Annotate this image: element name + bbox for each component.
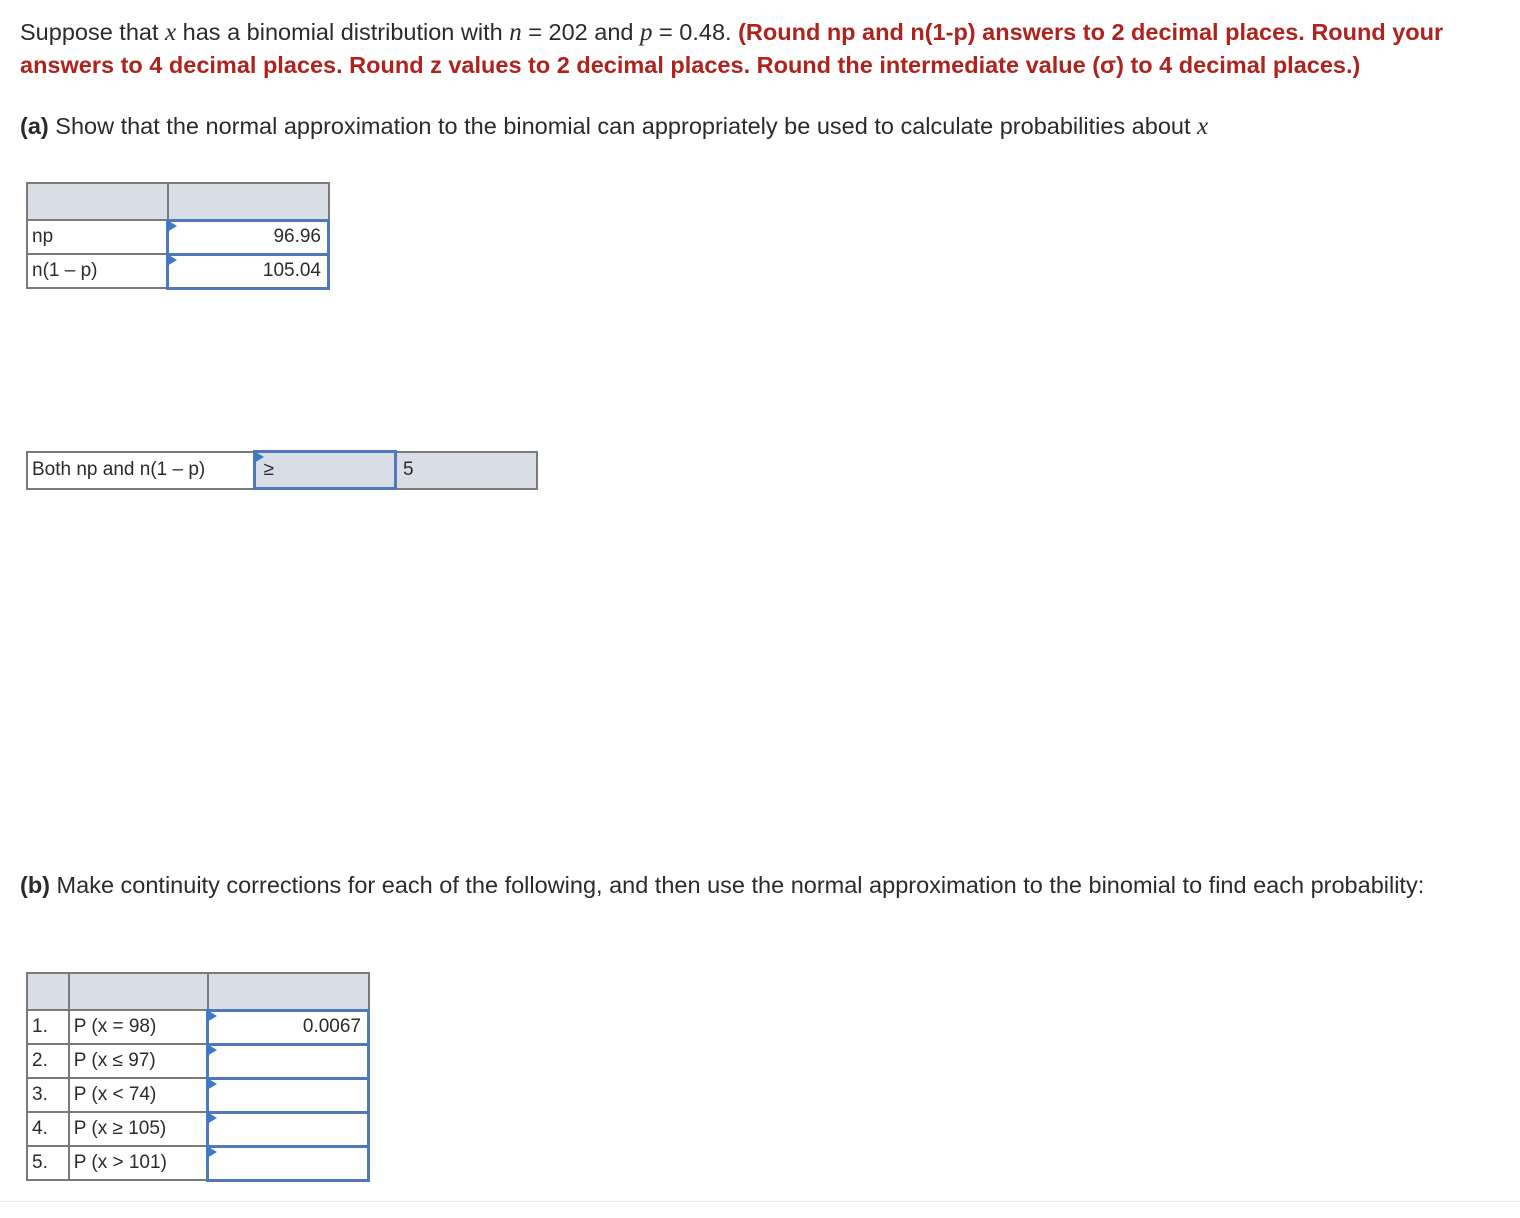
row-number: 3. <box>27 1078 69 1112</box>
bottom-divider <box>0 1201 1520 1202</box>
table-header-row <box>27 973 369 1010</box>
row-number: 5. <box>27 1146 69 1180</box>
table-row <box>27 1112 369 1146</box>
probability-answer-input[interactable] <box>208 1044 369 1078</box>
table-row <box>27 1078 369 1112</box>
row-number: 1. <box>27 1010 69 1044</box>
conclusion-label: Both np and n(1 – p) <box>27 452 254 489</box>
probability-expression: P (x > 101) <box>69 1146 208 1180</box>
conclusion-row <box>27 452 537 489</box>
part-b-table <box>26 972 370 1182</box>
part-a-conclusion-table <box>26 450 538 490</box>
table-header-row <box>27 183 329 220</box>
part-b-text: Make continuity corrections for each of the following, and then use the normal approximation to the binomial to find each probability: <box>50 872 1425 898</box>
table-row <box>27 1044 369 1078</box>
table-row <box>27 1010 369 1044</box>
probability-answer-value: 0.0067 <box>302 1016 361 1037</box>
header-cell <box>27 973 69 1010</box>
probability-expression: P (x ≥ 105) <box>69 1112 208 1146</box>
intro-text: Suppose that <box>20 19 166 45</box>
row-number: 2. <box>27 1044 69 1078</box>
probability-answer-input[interactable] <box>208 1078 369 1112</box>
answer-marker-icon <box>207 1010 217 1022</box>
rounding-instructions: (Round np and n(1-p) answers to 2 decimal places. Round your answers to 4 decimal places. Round z values to 2 decimal places. Round the intermediate value (σ) to 4 decimal places.) <box>20 19 1444 78</box>
answer-marker-icon <box>207 1078 217 1090</box>
part-a-table <box>26 182 330 290</box>
probability-expression: P (x ≤ 97) <box>69 1044 208 1078</box>
header-cell <box>27 183 168 220</box>
intro-text: has a binomial distribution with <box>176 19 510 45</box>
answer-marker-icon <box>207 1146 217 1158</box>
p-value: = 0.48. <box>652 19 739 45</box>
probability-expression: P (x = 98) <box>69 1010 208 1044</box>
part-b-question <box>20 870 1460 901</box>
variable-x: x <box>1197 113 1209 140</box>
row-label: n(1 – p) <box>27 254 168 288</box>
part-a-label: (a) <box>20 113 49 139</box>
conclusion-value: 5 <box>396 452 537 489</box>
header-cell <box>208 973 369 1010</box>
header-cell <box>69 973 208 1010</box>
part-b-label: (b) <box>20 872 51 898</box>
table-row <box>27 254 329 288</box>
n-value: = 202 and <box>521 19 640 45</box>
part-a-text: Show that the normal approximation to the binomial can appropriately be used to calculate probabilities about <box>48 113 1198 139</box>
np-answer-value: 96.96 <box>273 226 321 247</box>
part-a-question <box>20 110 1208 143</box>
table-row <box>27 220 329 254</box>
answer-marker-icon <box>167 254 177 266</box>
row-number: 4. <box>27 1112 69 1146</box>
operator-select[interactable] <box>254 452 395 489</box>
answer-marker-icon <box>254 451 264 463</box>
probability-answer-input[interactable] <box>208 1112 369 1146</box>
answer-marker-icon <box>207 1112 217 1124</box>
variable-x: x <box>165 19 177 46</box>
table-row <box>27 1146 369 1180</box>
answer-marker-icon <box>207 1044 217 1056</box>
variable-p: p <box>640 19 653 46</box>
row-label: np <box>27 220 168 254</box>
header-cell <box>168 183 329 220</box>
variable-n: n <box>509 19 522 46</box>
n1p-answer-value: 105.04 <box>262 260 321 281</box>
n1p-answer-input[interactable] <box>168 254 329 288</box>
operator-value: ≥ <box>263 459 275 480</box>
probability-answer-input[interactable] <box>208 1010 369 1044</box>
answer-marker-icon <box>167 220 177 232</box>
probability-answer-input[interactable] <box>208 1146 369 1180</box>
probability-expression: P (x < 74) <box>69 1078 208 1112</box>
problem-statement <box>20 16 1500 81</box>
np-answer-input[interactable] <box>168 220 329 254</box>
